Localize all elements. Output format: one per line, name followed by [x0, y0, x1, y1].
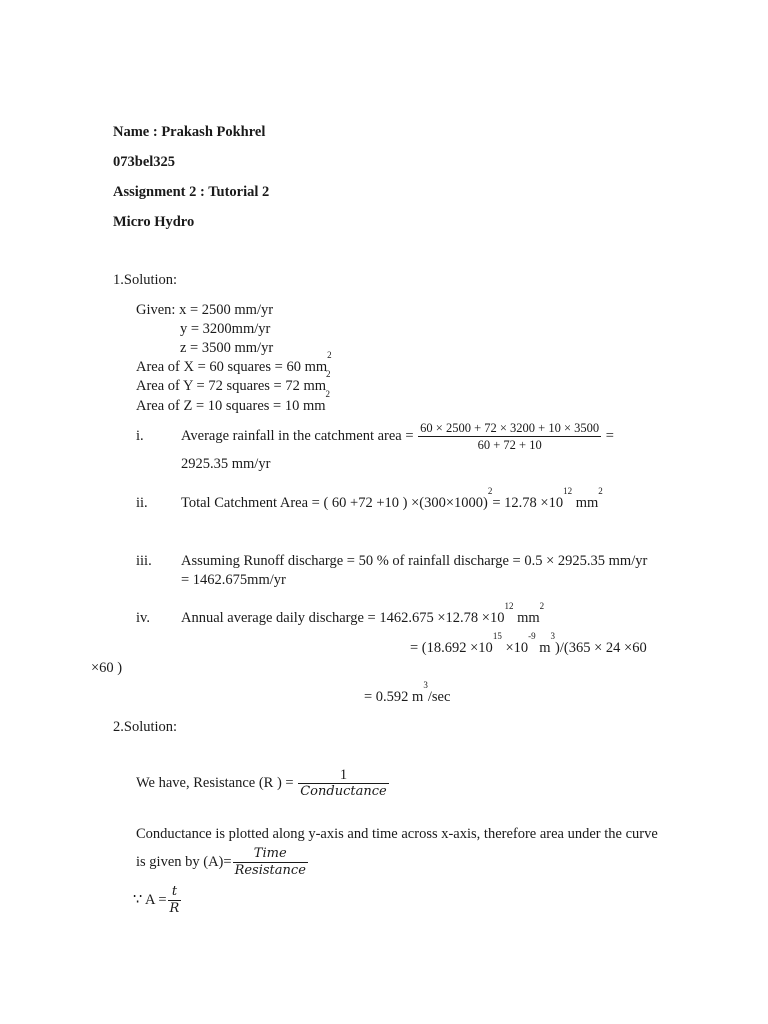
item-ii-marker: ii.	[136, 495, 148, 511]
given-z: z = 3500 mm/yr	[180, 340, 274, 356]
item-i-result: 2925.35 mm/yr	[181, 456, 271, 472]
conductance-statement: Conductance is plotted along y-axis and time across x-axis, therefore area under the curve	[136, 826, 658, 842]
area-fraction: $\frac{\text{Time}}{\text{Resistance}}$	[234, 846, 306, 879]
given-x: Given: x = 2500 mm/yr	[136, 302, 274, 318]
area-z: Area of Z = 10 squares = 10 $mm^2$	[136, 389, 331, 414]
resistance-equation: We have, Resistance (R ) = $\frac{1}{\text{Conductance}}$	[136, 767, 387, 800]
item-iii-result: = 1462.675mm/yr	[181, 572, 286, 588]
area-conclusion: ∵ A = $\frac{t}{R}$	[133, 884, 180, 917]
resistance-fraction: $\frac{1}{\text{Conductance}}$	[300, 767, 387, 800]
item-iv-result: = 0.592 $m^3/\sec$	[364, 680, 451, 705]
item-iv-equation: Annual average daily discharge = $1462.675 \times 12.78 \times 10^{12}$ $mm^2$	[181, 601, 545, 626]
given-y: y = 3200mm/yr	[180, 321, 271, 337]
area-x: Area of X = 60 squares = 60 $mm^2$	[136, 350, 332, 375]
rainfall-fraction: $\frac{60 \times 2500 + 72 \times 3200 + 10 \times 3500}{60 + 72 + 10}$	[420, 421, 600, 453]
item-i-equation: Average rainfall in the catchment area = $\frac{60 \times 2500 + 72 \times 3200 + 10 \times 3500}{60 + 72 + 10}$ =	[181, 421, 614, 453]
item-i-marker: i.	[136, 428, 144, 444]
solution-1-heading: 1.Solution:	[113, 272, 178, 288]
subject-title: Micro Hydro	[113, 214, 195, 230]
item-iii-marker: iii.	[136, 553, 152, 569]
solution-2-heading: 2.Solution:	[113, 719, 178, 735]
item-iv-step-2: = ($18.692 \times 10^{15} \times 10^{-9}$ $m^3)/(365 \times 24 \times 60$	[410, 631, 647, 656]
conclusion-fraction: $\frac{t}{R}$	[169, 884, 180, 917]
item-iii-equation: Assuming Runoff discharge = 50 % of rainfall discharge = 0.5 × 2925.35 mm/yr	[181, 553, 648, 569]
item-ii-equation: Total Catchment Area = ( 60 +72 +10 ) $\times(300\times 1000)^2= 12.78 \times 10^{12}$ $mm^2$	[181, 486, 603, 511]
item-iv-step-2-wrap: ×60 )	[91, 660, 123, 676]
student-name: Name : Prakash Pokhrel	[113, 124, 266, 140]
area-y: Area of Y = 72 squares = 72 $mm^2$	[136, 369, 331, 394]
area-equation: is given by (A)= $\frac{\text{Time}}{\text{Resistance}}$	[136, 846, 306, 879]
item-iv-marker: iv.	[136, 610, 150, 626]
assignment-title: Assignment 2 : Tutorial 2	[113, 184, 270, 200]
roll-number: 073bel325	[113, 154, 176, 170]
